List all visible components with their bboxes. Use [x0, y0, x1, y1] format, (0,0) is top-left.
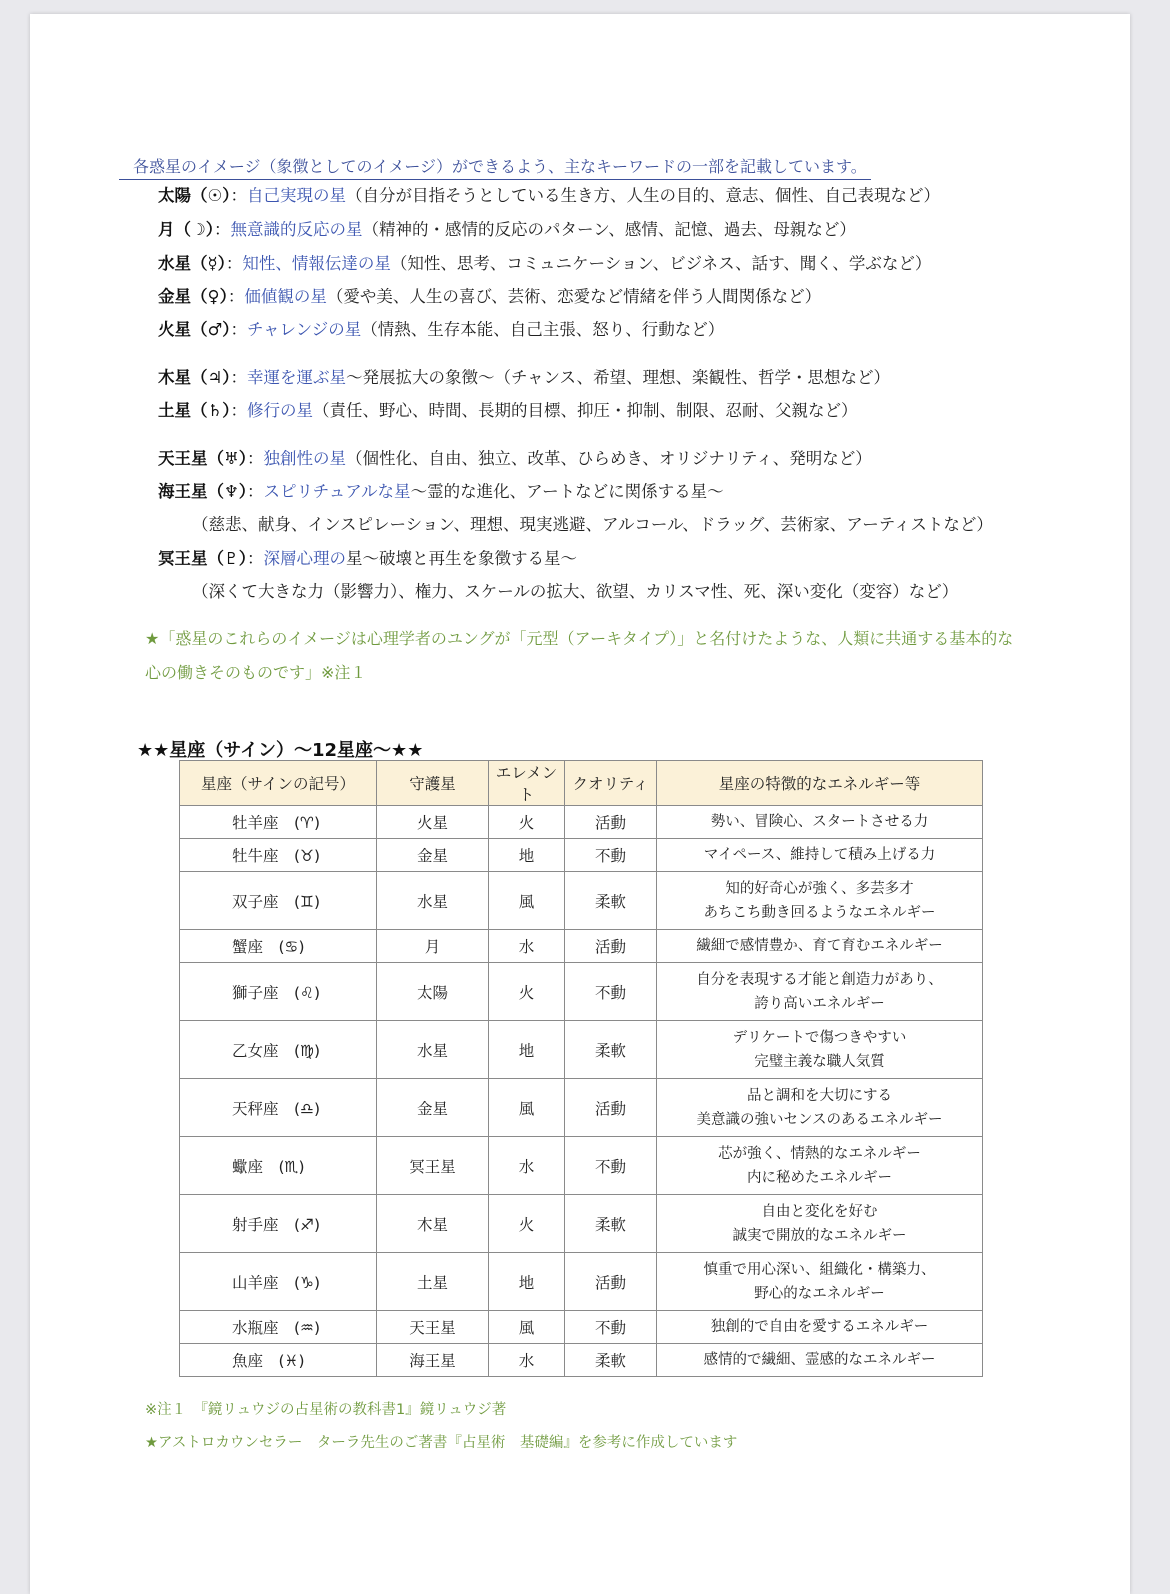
zodiac-table [179, 760, 983, 1377]
planet-keyword: 無意識的反応の星 [230, 220, 363, 239]
sign-name: 蟹座 (♋) [232, 938, 305, 956]
cell-energy [657, 872, 983, 930]
header-quality: クオリティ [565, 761, 657, 806]
planet-line-pluto: 冥王星（♇）：深層心理の星～破壊と再生を象徴する星～ [158, 549, 578, 568]
sign-name: 蠍座 (♏) [232, 1157, 305, 1176]
planet-name: 木星（♃） [158, 368, 231, 387]
planet-desc: （精神的・感情的反応のパターン、感情、記憶、過去、母親など） [362, 220, 856, 239]
table-row [180, 806, 983, 839]
table-header-row [180, 761, 983, 806]
table-row [180, 1195, 983, 1253]
cell-ruler: 火星 [377, 806, 489, 839]
planet-line-moon: 月（☽）：無意識的反応の星（精神的・感情的反応のパターン、感情、記憶、過去、母親など） [158, 220, 856, 239]
energy-line: 芯が強く、情熱的なエネルギー [718, 1145, 921, 1162]
cell-element: 風 [489, 872, 565, 930]
energy-line: 自分を表現する才能と創造力があり、 [696, 971, 943, 988]
cell-quality: 不動 [565, 963, 657, 1021]
cell-element: 火 [489, 806, 565, 839]
table-row [180, 1021, 983, 1079]
cell-quality: 柔軟 [565, 1195, 657, 1253]
cell-energy [657, 963, 983, 1021]
planet-name: 天王星（♅） [158, 449, 248, 468]
cell-sign [180, 1344, 377, 1377]
cell-sign [180, 1079, 377, 1137]
cell-element: 風 [489, 1311, 565, 1344]
sign-name: 天秤座 (♎) [232, 1099, 320, 1118]
planet-name: 太陽（☉） [158, 186, 231, 205]
cell-sign [180, 1137, 377, 1195]
energy-line: マイペース、維持して積み上げる力 [703, 847, 936, 863]
planet-desc: （知性、思考、コミュニケーション、ビジネス、話す、聞く、学ぶなど） [390, 254, 932, 273]
jung-note-line-2: 心の働きそのものです」※注１ [145, 663, 367, 682]
cell-element: 地 [489, 1253, 565, 1311]
cell-energy [657, 1311, 983, 1344]
planet-line-mars: 火星（♂）：チャレンジの星（情熱、生存本能、自己主張、怒り、行動など） [158, 320, 725, 339]
energy-line: 内に秘めたエネルギー [747, 1169, 892, 1186]
planet-desc: （情熱、生存本能、自己主張、怒り、行動など） [361, 320, 725, 339]
cell-element: 火 [489, 963, 565, 1021]
sign-name: 獅子座 (♌) [232, 983, 320, 1002]
table-row [180, 839, 983, 872]
planet-desc: （自分が目指そうとしている生き方、人生の目的、意志、個性、自己表現など） [346, 186, 941, 205]
energy-line: 完璧主義な職人気質 [754, 1053, 885, 1070]
energy-line: デリケートで傷つきやすい [732, 1029, 907, 1046]
cell-sign [180, 806, 377, 839]
cell-ruler: 海王星 [377, 1344, 489, 1377]
cell-quality: 活動 [565, 806, 657, 839]
energy-line: 品と調和を大切にする [747, 1087, 892, 1104]
planet-name: 土星（♄） [158, 401, 231, 420]
planet-name: 月（☽） [158, 220, 215, 239]
cell-quality: 活動 [565, 1253, 657, 1311]
cell-quality: 活動 [565, 930, 657, 963]
cell-ruler: 太陽 [377, 963, 489, 1021]
footnote-2: ★アストロカウンセラー ターラ先生のご著書『占星術 基礎編』を参考に作成しています [145, 1435, 738, 1451]
cell-ruler: 金星 [377, 1079, 489, 1137]
cell-quality: 活動 [565, 1079, 657, 1137]
table-row [180, 1253, 983, 1311]
energy-line: 誇り高いエネルギー [754, 995, 885, 1012]
cell-energy [657, 839, 983, 872]
planet-name: 水星（☿） [158, 254, 226, 273]
sign-name: 山羊座 (♑) [232, 1273, 320, 1292]
section-title: ★★星座（サイン）～12星座～★★ [137, 740, 424, 761]
table-row [180, 872, 983, 930]
sign-name: 乙女座 (♍) [232, 1041, 320, 1060]
planet-line-sun: 太陽（☉）：自己実現の星（自分が目指そうとしている生き方、人生の目的、意志、個性、自己表現など） [158, 186, 941, 205]
cell-sign [180, 1311, 377, 1344]
document-page [30, 14, 1130, 1594]
planet-keyword: 知性、情報伝達の星 [242, 254, 391, 273]
cell-element: 火 [489, 1195, 565, 1253]
sign-name: 牡牛座 (♉) [232, 847, 320, 865]
planet-keyword: 深層心理の [263, 549, 347, 568]
cell-energy [657, 930, 983, 963]
planet-keyword: 自己実現の星 [247, 186, 347, 205]
cell-sign [180, 930, 377, 963]
planet-desc: ～霊的な進化、アートなどに関係する星～ [410, 482, 724, 501]
cell-energy [657, 1079, 983, 1137]
planet-line-saturn: 土星（♄）：修行の星（責任、野心、時間、長期的目標、抑圧・抑制、制限、忍耐、父親など） [158, 401, 858, 420]
cell-ruler: 木星 [377, 1195, 489, 1253]
energy-line: 誠実で開放的なエネルギー [732, 1227, 907, 1244]
cell-quality: 柔軟 [565, 1021, 657, 1079]
energy-line: 慎重で用心深い、組織化・構築力、 [703, 1261, 936, 1278]
energy-line: 繊細で感情豊か、育て育むエネルギー [696, 938, 943, 954]
energy-line: 知的好奇心が強く、多芸多才 [725, 880, 914, 897]
header-energy: 星座の特徴的なエネルギー等 [657, 761, 983, 806]
energy-line: 感情的で繊細、霊感的なエネルギー [703, 1352, 936, 1368]
planet-desc: （愛や美、人生の喜び、芸術、恋愛など情緒を伴う人間関係など） [326, 287, 822, 306]
planet-line-venus: 金星（♀）：価値観の星（愛や美、人生の喜び、芸術、恋愛など情緒を伴う人間関係など） [158, 287, 822, 306]
cell-energy [657, 1021, 983, 1079]
energy-line: 自由と変化を好む [761, 1203, 878, 1220]
header-sign: 星座（サインの記号） [180, 761, 377, 806]
planet-line-neptune: 海王星（♆）：スピリチュアルな星～霊的な進化、アートなどに関係する星～ [158, 482, 724, 501]
cell-ruler: 水星 [377, 1021, 489, 1079]
cell-element: 地 [489, 1021, 565, 1079]
sign-name: 水瓶座 (♒) [232, 1319, 320, 1337]
cell-ruler: 土星 [377, 1253, 489, 1311]
energy-line: 独創的で自由を愛するエネルギー [710, 1319, 929, 1335]
table-row [180, 1344, 983, 1377]
planet-name: 火星（♂） [158, 320, 231, 339]
cell-quality: 柔軟 [565, 1344, 657, 1377]
neptune-continuation: （慈悲、献身、インスピレーション、理想、現実逃避、アルコール、ドラッグ、芸術家、アーティストなど） [192, 515, 993, 534]
planet-name: 冥王星（♇） [158, 549, 248, 568]
energy-line: 勢い、冒険心、スタートさせる力 [710, 814, 929, 830]
energy-line: あちこち動き回るようなエネルギー [703, 904, 936, 921]
planet-keyword: 幸運を運ぶ星 [247, 368, 347, 387]
table-row [180, 1137, 983, 1195]
cell-energy [657, 806, 983, 839]
planet-desc: （責任、野心、時間、長期的目標、抑圧・抑制、制限、忍耐、父親など） [313, 401, 858, 420]
planet-line-uranus: 天王星（♅）：独創性の星（個性化、自由、独立、改革、ひらめき、オリジナリティ、発明など） [158, 449, 872, 468]
planet-keyword: 独創性の星 [263, 449, 347, 468]
sign-name: 魚座 (♓) [232, 1352, 305, 1370]
planet-desc: （個性化、自由、独立、改革、ひらめき、オリジナリティ、発明など） [346, 449, 872, 468]
cell-sign [180, 1253, 377, 1311]
cell-quality: 不動 [565, 1311, 657, 1344]
table-row [180, 1079, 983, 1137]
planet-line-mercury: 水星（☿）：知性、情報伝達の星（知性、思考、コミュニケーション、ビジネス、話す、聞く、学ぶなど） [158, 254, 932, 273]
planet-keyword: スピリチュアルな星 [263, 482, 411, 501]
table-row [180, 930, 983, 963]
pluto-continuation: （深くて大きな力（影響力）、権力、スケールの拡大、欲望、カリスマ性、死、深い変化（変容）など） [192, 582, 959, 601]
cell-sign [180, 872, 377, 930]
cell-energy [657, 1253, 983, 1311]
cell-element: 風 [489, 1079, 565, 1137]
cell-sign [180, 1021, 377, 1079]
sign-name: 牡羊座 (♈) [232, 814, 320, 832]
sign-name: 射手座 (♐) [232, 1215, 320, 1234]
cell-ruler: 水星 [377, 872, 489, 930]
planet-desc: 星～破壊と再生を象徴する星～ [346, 549, 578, 568]
jung-note-line-1: ★「惑星のこれらのイメージは心理学者のユングが「元型（アーキタイプ）」と名付けたような、人類に共通する基本的な [145, 629, 1014, 648]
cell-sign [180, 963, 377, 1021]
cell-element: 水 [489, 1344, 565, 1377]
cell-ruler: 金星 [377, 839, 489, 872]
cell-energy [657, 1137, 983, 1195]
energy-line: 野心的なエネルギー [754, 1285, 885, 1302]
footnote-1: ※注１ 『鏡リュウジの占星術の教科書1』鏡リュウジ著 [145, 1402, 507, 1418]
cell-sign [180, 839, 377, 872]
cell-quality: 柔軟 [565, 872, 657, 930]
header-ruler: 守護星 [377, 761, 489, 806]
cell-quality: 不動 [565, 1137, 657, 1195]
cell-element: 水 [489, 930, 565, 963]
planet-name: 海王星（♆） [158, 482, 248, 501]
cell-ruler: 冥王星 [377, 1137, 489, 1195]
planet-name: 金星（♀） [158, 287, 228, 306]
planet-line-jupiter: 木星（♃）：幸運を運ぶ星～発展拡大の象徴～（チャンス、希望、理想、楽観性、哲学・思想など） [158, 368, 891, 387]
intro-text: 各惑星のイメージ（象徴としてのイメージ）ができるよう、主なキーワードの一部を記載しています。 [119, 154, 871, 180]
energy-line: 美意識の強いセンスのあるエネルギー [696, 1111, 943, 1128]
cell-element: 地 [489, 839, 565, 872]
planet-keyword: 修行の星 [247, 401, 314, 420]
cell-quality: 不動 [565, 839, 657, 872]
planet-keyword: チャレンジの星 [247, 320, 362, 339]
cell-energy [657, 1344, 983, 1377]
cell-ruler: 天王星 [377, 1311, 489, 1344]
table-row [180, 963, 983, 1021]
cell-energy [657, 1195, 983, 1253]
planet-desc: ～発展拡大の象徴～（チャンス、希望、理想、楽観性、哲学・思想など） [346, 368, 891, 387]
cell-ruler: 月 [377, 930, 489, 963]
table-row [180, 1311, 983, 1344]
planet-keyword: 価値観の星 [244, 287, 327, 306]
cell-element: 水 [489, 1137, 565, 1195]
cell-sign [180, 1195, 377, 1253]
header-element: エレメント [489, 761, 565, 806]
sign-name: 双子座 (♊) [232, 892, 320, 911]
